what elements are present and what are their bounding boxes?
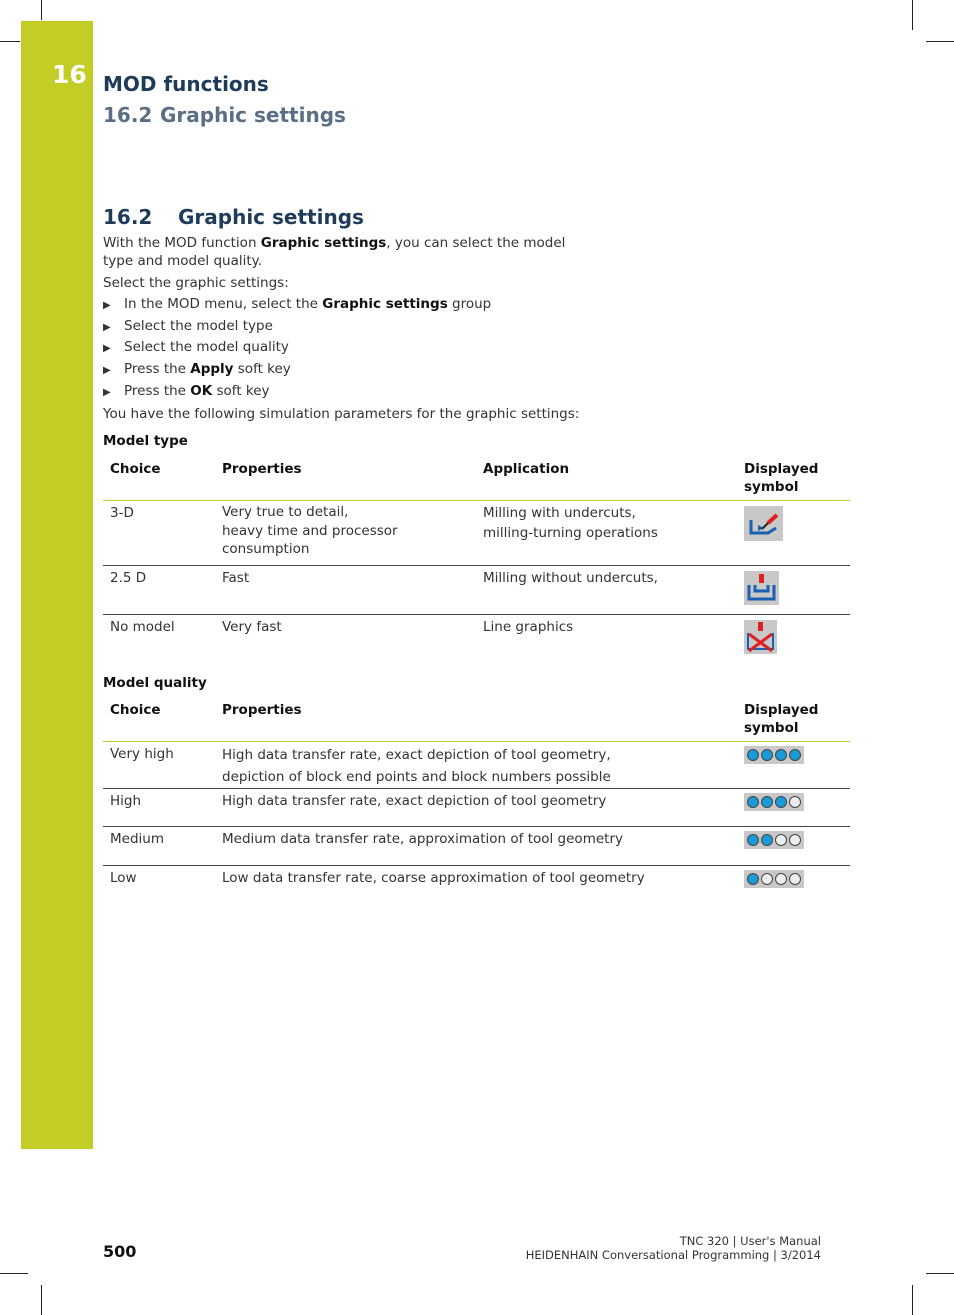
column-header-symbol <box>737 456 850 501</box>
section-title: Graphic settings <box>178 205 364 229</box>
quality-dot-icon <box>789 796 801 808</box>
model-quality-table <box>103 697 850 904</box>
cell-choice: 2.5 D <box>103 566 215 615</box>
table-row <box>103 566 850 615</box>
arrow-right-icon: ▶ <box>103 365 111 376</box>
quality-indicator-icon <box>744 793 804 811</box>
intro-text: With the MOD function <box>103 235 261 251</box>
chapter-sidebar <box>21 21 93 1149</box>
quality-dot-icon <box>747 834 759 846</box>
crop-mark <box>0 41 20 42</box>
step-text-end: soft key <box>212 383 270 399</box>
cell-choice: High <box>103 789 215 827</box>
quality-dot-icon <box>775 834 787 846</box>
step-item <box>103 361 291 377</box>
cell-line: depiction of block end points and block numbers possible <box>222 769 611 785</box>
column-header-symbol <box>737 697 850 742</box>
table-row <box>103 615 850 663</box>
table-row <box>103 827 850 866</box>
model-type-caption: Model type <box>103 433 188 449</box>
cell-line: Very true to detail, <box>222 504 349 520</box>
column-header-choice: Choice <box>103 697 215 742</box>
cell-application: Line graphics <box>483 619 574 635</box>
cell-application <box>476 501 737 566</box>
step-item <box>103 296 491 312</box>
footer-line: HEIDENHAIN Conversational Programming | 3/2014 <box>525 1248 821 1262</box>
quality-dot-icon <box>789 749 801 761</box>
quality-indicator-icon <box>744 831 804 849</box>
cell-line: heavy time and processor <box>222 523 398 539</box>
cell-line: Milling with undercuts, <box>483 505 636 521</box>
model-3d-icon <box>744 506 783 541</box>
quality-dot-icon <box>775 873 787 885</box>
step-item <box>103 339 289 355</box>
cell-properties: High data transfer rate, exact depiction of tool geometry <box>215 789 737 827</box>
section-number: 16.2 <box>103 205 153 229</box>
step-text-end: group <box>447 296 492 312</box>
step-bold: OK <box>190 383 213 399</box>
step-text: Press the <box>124 361 191 377</box>
header-line: Displayed <box>744 702 819 718</box>
quality-indicator-icon <box>744 746 804 764</box>
cell-symbol <box>737 789 850 827</box>
column-header-properties: Properties <box>215 456 476 501</box>
cell-choice: No model <box>110 619 175 635</box>
header-line: symbol <box>744 720 799 736</box>
crop-mark <box>0 1273 28 1274</box>
step-bold: Graphic settings <box>322 296 448 312</box>
table-row <box>103 789 850 827</box>
quality-dot-icon <box>761 796 773 808</box>
step-text: Select the model type <box>124 318 273 334</box>
cell-choice: Medium <box>103 827 215 866</box>
cell-symbol <box>737 615 850 663</box>
quality-dot-icon <box>747 873 759 885</box>
intro-paragraph <box>103 234 573 270</box>
quality-dot-icon <box>761 834 773 846</box>
cell-line: milling-turning operations <box>483 525 658 541</box>
table-header-row <box>103 456 850 501</box>
cell-symbol <box>737 566 850 615</box>
cell-line: High data transfer rate, exact depiction of tool geometry, <box>222 747 611 763</box>
chapter-section-title: Graphic settings <box>160 103 346 127</box>
select-text: Select the graphic settings: <box>103 275 289 291</box>
page-footer <box>526 1234 821 1262</box>
cell-choice: Low <box>110 870 137 886</box>
cell-line: consumption <box>222 541 310 557</box>
chapter-section-header <box>103 103 346 127</box>
model-type-table <box>103 456 850 663</box>
quality-dot-icon <box>761 749 773 761</box>
cell-symbol <box>737 866 850 904</box>
crop-mark <box>912 1285 913 1315</box>
model-quality-caption: Model quality <box>103 675 207 691</box>
cell-properties <box>215 742 737 789</box>
page-number: 500 <box>103 1242 137 1261</box>
cell-symbol <box>737 501 850 566</box>
quality-dot-icon <box>775 749 787 761</box>
chapter-section-number: 16.2 <box>103 103 153 127</box>
arrow-right-icon: ▶ <box>103 343 111 354</box>
crop-mark <box>926 41 954 42</box>
arrow-right-icon: ▶ <box>103 322 111 333</box>
column-header-application: Application <box>476 456 737 501</box>
quality-dot-icon <box>789 834 801 846</box>
crop-mark <box>41 0 42 20</box>
step-bold: Apply <box>190 361 234 377</box>
quality-dot-icon <box>761 873 773 885</box>
table-row <box>103 501 850 566</box>
chapter-title: MOD functions <box>103 72 269 96</box>
step-text: Select the model quality <box>124 339 289 355</box>
quality-dot-icon <box>789 873 801 885</box>
cell-properties <box>215 501 476 566</box>
intro-bold: Graphic settings <box>260 235 387 251</box>
table-header-row <box>103 697 850 742</box>
header-line: symbol <box>744 479 799 495</box>
quality-indicator-icon <box>744 870 804 888</box>
cell-symbol <box>737 827 850 866</box>
cell-properties: Low data transfer rate, coarse approximation of tool geometry <box>222 870 645 886</box>
arrow-right-icon: ▶ <box>103 300 111 311</box>
cell-properties: Fast <box>215 566 476 615</box>
chapter-number: 16 <box>52 60 87 89</box>
section-heading <box>103 205 364 229</box>
header-line: Displayed <box>744 461 819 477</box>
intro-text-end: , you can select the model type and model quality. <box>103 235 566 269</box>
cell-symbol <box>737 742 850 789</box>
step-text: In the MOD menu, select the <box>124 296 323 312</box>
no-model-icon <box>744 620 777 654</box>
column-header-choice: Choice <box>103 456 215 501</box>
step-item <box>103 383 270 399</box>
table-row <box>103 866 850 904</box>
params-text: You have the following simulation parameters for the graphic settings: <box>103 406 580 422</box>
quality-dot-icon <box>747 749 759 761</box>
crop-mark <box>41 1285 42 1315</box>
footer-line: TNC 320 | User's Manual <box>679 1234 821 1248</box>
cell-choice: 3-D <box>103 501 215 566</box>
step-item <box>103 318 273 334</box>
crop-mark <box>926 1273 954 1274</box>
cell-choice: Very high <box>103 742 215 789</box>
step-text: Press the <box>124 383 191 399</box>
step-text-end: soft key <box>233 361 291 377</box>
column-header-properties: Properties <box>215 697 737 742</box>
quality-dot-icon <box>747 796 759 808</box>
model-2-5d-icon <box>744 571 779 605</box>
crop-mark <box>912 0 913 30</box>
table-row <box>103 742 850 789</box>
quality-dot-icon <box>775 796 787 808</box>
arrow-right-icon: ▶ <box>103 387 111 398</box>
cell-properties: Medium data transfer rate, approximation of tool geometry <box>215 827 737 866</box>
cell-properties: Very fast <box>222 619 282 635</box>
cell-application: Milling without undercuts, <box>476 566 737 615</box>
